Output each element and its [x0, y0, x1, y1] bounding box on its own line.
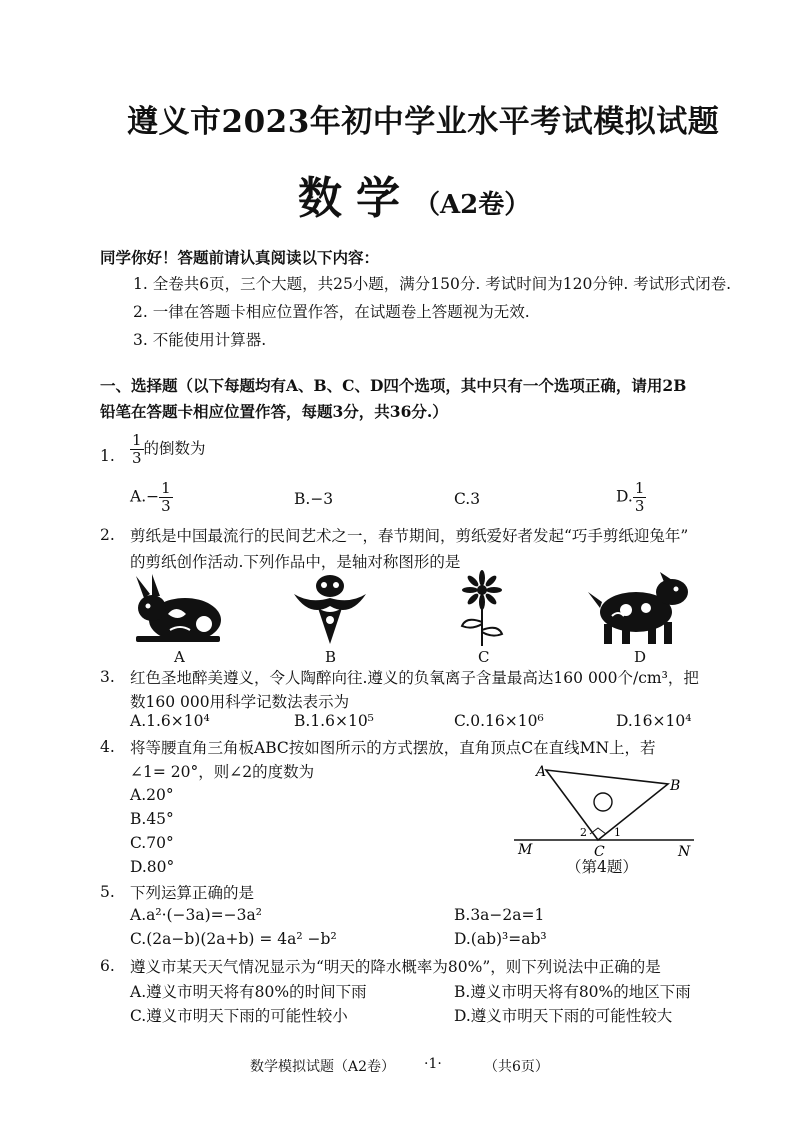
dog-papercut-icon — [586, 572, 696, 646]
footer-page-number: ·1· — [424, 1056, 442, 1072]
q4-option-d: D.80° — [130, 858, 175, 876]
q4-option-c: C.70° — [130, 834, 174, 852]
q1-option-d: D. $\frac{1}{3}$ — [616, 479, 645, 515]
q6-option-d: D.遵义市明天下雨的可能性较大 — [454, 1007, 673, 1025]
section1-heading-line2: 铅笔在答题卡相应位置作答，每题3分，共36分.） — [100, 402, 448, 421]
q1-fraction: $\frac{1}{3}$ — [132, 431, 142, 467]
footer-total-pages: （共6页） — [484, 1059, 549, 1075]
q2-number: 2. — [100, 526, 115, 544]
q6-stem: 遵义市某天天气情况显示为“明天的降水概率为80%”，则下列说法中正确的是 — [130, 958, 661, 976]
q2-label-a: A — [174, 648, 185, 666]
triangle-hole — [594, 793, 612, 811]
q4-triangle-figure — [510, 760, 710, 870]
fig-label-c: C — [594, 844, 605, 860]
instruction-item-3: 3. 不能使用计算器. — [133, 331, 267, 349]
q6-option-c: C.遵义市明天下雨的可能性较小 — [130, 1007, 348, 1025]
q2-label-d: D — [634, 648, 647, 666]
q1-option-b: B.−3 — [294, 490, 334, 508]
q1-number: 1. — [100, 447, 115, 465]
fig-angle-1: 1 — [614, 826, 621, 839]
q3-option-a: A.1.6×10⁴ — [130, 712, 210, 730]
q2-label-c: C — [478, 648, 490, 666]
exam-title: 遵义市2023年初中学业水平考试模拟试题 — [127, 104, 720, 140]
q3-option-b: B.1.6×10⁵ — [294, 712, 374, 730]
q4-line1: 将等腰直角三角板ABC按如图所示的方式摆放，直角顶点C在直线MN上，若 — [130, 739, 656, 757]
section1-heading-line1: 一、选择题（以下每题均有A、B、C、D四个选项，其中只有一个选项正确，请用2B — [100, 376, 687, 395]
instruction-item-1: 1. 全卷共6页，三个大题，共25小题，满分150分. 考试时间为120分钟. 考试形式闭卷. — [133, 275, 732, 293]
q4-number: 4. — [100, 738, 115, 756]
footer-title: 数学模拟试题（A2卷） — [250, 1059, 396, 1075]
q2-label-b: B — [325, 648, 337, 666]
q2-line1: 剪纸是中国最流行的民间艺术之一，春节期间，剪纸爱好者发起“巧手剪纸迎兔年” — [130, 527, 689, 545]
q2-line2: 的剪纸创作活动.下列作品中，是轴对称图形的是 — [130, 553, 461, 571]
q3-line1: 红色圣地醉美遵义，令人陶醉向往.遵义的负氧离子含量最高达160 000个/cm³，把 — [130, 669, 699, 687]
fig-label-a: A — [536, 764, 547, 780]
q3-line2: 数160 000用科学记数法表示为 — [130, 693, 350, 711]
instruction-item-2: 2. 一律在答题卡相应位置作答，在试题卷上答题视为无效. — [133, 303, 530, 321]
q4-option-a: A.20° — [130, 786, 174, 804]
subject-name: 数学 — [298, 173, 414, 224]
fig-label-m: M — [518, 842, 533, 858]
q6-option-b: B.遵义市明天将有80%的地区下雨 — [454, 983, 691, 1001]
q1-option-a: A.− $\frac{1}{3}$ — [130, 479, 171, 515]
q4-option-b: B.45° — [130, 810, 174, 828]
paper-tag: （A2卷） — [414, 190, 531, 220]
q3-number: 3. — [100, 668, 115, 686]
q3-option-d: D.16×10⁴ — [616, 712, 692, 730]
q5-option-b: B.3a−2a=1 — [454, 906, 545, 924]
q3-option-c: C.0.16×10⁶ — [454, 712, 544, 730]
q5-option-c: C.(2a−b)(2a+b) = 4a² −b² — [130, 930, 337, 948]
fig-angle-2: 2 — [580, 826, 587, 839]
rabbit-papercut-icon — [130, 574, 230, 646]
instructions-intro: 同学你好！答题前请认真阅读以下内容： — [100, 248, 380, 267]
q6-number: 6. — [100, 957, 115, 975]
q4-line2: ∠1= 20°，则∠2的度数为 — [130, 763, 315, 781]
subject-heading — [298, 162, 530, 226]
q4-figure-caption: （第4题） — [566, 858, 638, 876]
q1-stem: $\frac{1}{3}$ 的倒数为 — [132, 431, 206, 467]
q5-option-a: A.a²·(−3a)=−3a² — [130, 906, 262, 924]
bat-papercut-icon — [290, 574, 370, 646]
q5-option-d: D.(ab)³=ab³ — [454, 930, 547, 948]
fig-label-b: B — [670, 778, 681, 794]
flower-papercut-icon — [452, 570, 512, 648]
fig-label-n: N — [678, 844, 691, 860]
q1-option-c: C.3 — [454, 490, 481, 508]
triangle-abc — [546, 770, 668, 840]
q5-number: 5. — [100, 883, 115, 901]
q5-stem: 下列运算正确的是 — [130, 884, 255, 902]
q6-option-a: A.遵义市明天将有80%的时间下雨 — [130, 983, 367, 1001]
